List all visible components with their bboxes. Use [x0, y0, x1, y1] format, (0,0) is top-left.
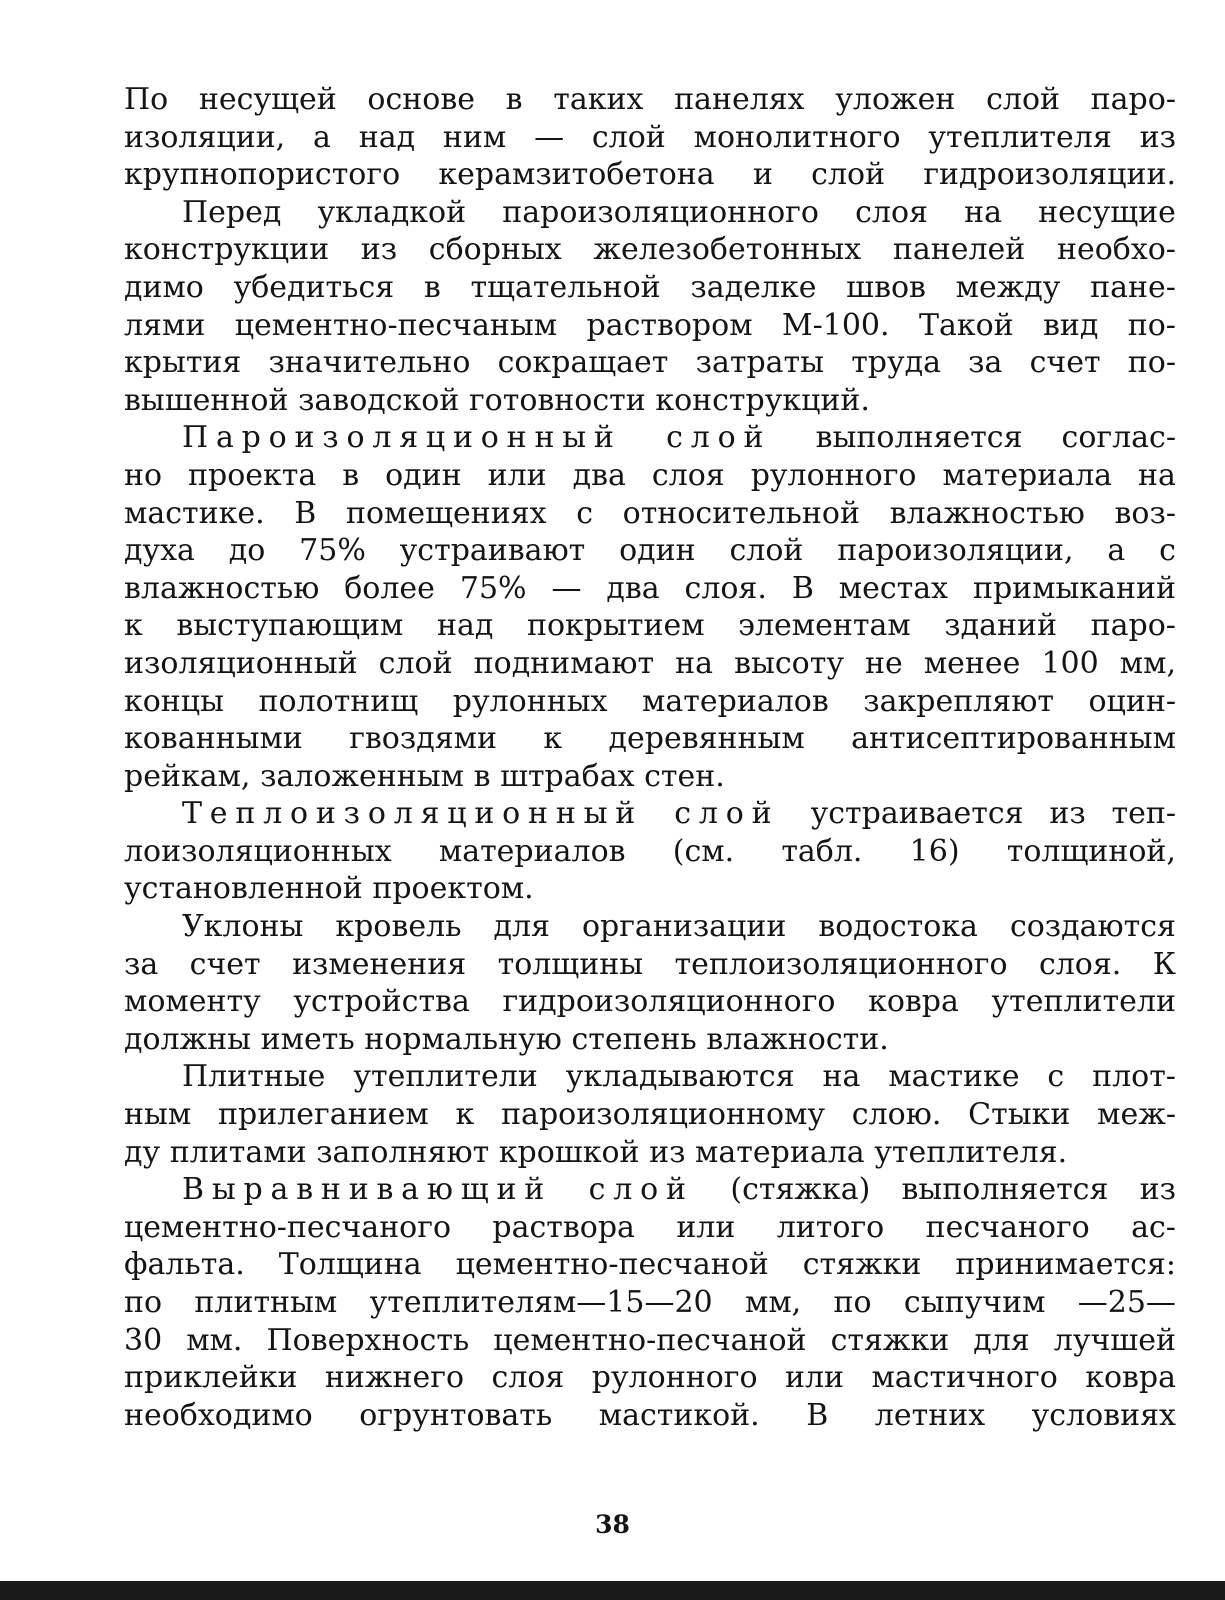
word: мастичного: [871, 1360, 1058, 1396]
word: толщиной,: [1006, 833, 1176, 869]
word: водостока: [818, 909, 978, 945]
word: цементно-песчаным: [234, 307, 558, 343]
word: устраивается: [810, 796, 1024, 832]
word: крытия: [124, 345, 242, 381]
word: слоя.: [1038, 946, 1122, 982]
word: фальта.: [124, 1247, 245, 1283]
word: элементам: [738, 608, 911, 644]
word: паро-: [1090, 82, 1176, 117]
word: с: [1047, 1059, 1065, 1095]
word: песчаного: [925, 1209, 1090, 1245]
word: степень: [571, 1021, 697, 1057]
text-line: [124, 908, 1176, 946]
word: в: [505, 82, 523, 117]
word: Пароизоляционный: [182, 420, 622, 456]
word: слой: [378, 645, 453, 681]
word: табл.: [781, 833, 863, 869]
word: пароизоляционного: [502, 194, 819, 230]
word: за: [968, 345, 1003, 381]
word: 16): [909, 833, 960, 869]
word: ним: [442, 119, 507, 155]
word: цементно-песчаной: [455, 1247, 769, 1283]
word: изменения: [292, 946, 467, 982]
word: гидроизоляционного: [502, 984, 836, 1020]
word: пароизоляционному: [501, 1097, 825, 1133]
word: покрытием: [526, 608, 705, 644]
word: или: [676, 1209, 736, 1245]
word: по: [124, 1285, 163, 1320]
word: керамзитобетона: [438, 157, 715, 193]
word: Теплоизоляционный: [182, 796, 644, 832]
word: высоту: [734, 645, 844, 681]
word: Такой: [918, 307, 1014, 343]
word: мм.: [186, 1322, 243, 1358]
word: и: [752, 157, 773, 193]
text-line: [124, 1397, 1176, 1435]
text-line: [124, 156, 1176, 194]
word: теп-: [1111, 796, 1176, 832]
page-number: 38: [595, 1510, 630, 1539]
word: толщины: [497, 946, 644, 982]
text-line: [124, 1134, 1176, 1172]
word: слой: [666, 420, 772, 456]
word: стяжки: [830, 1322, 950, 1358]
word: соглас-: [1061, 420, 1176, 456]
word: мм,: [1119, 645, 1176, 681]
word: до: [228, 533, 266, 569]
word: по-: [1127, 345, 1176, 381]
word: оцин-: [1088, 683, 1176, 719]
word: значительно: [268, 345, 471, 381]
word: 100: [1041, 645, 1099, 681]
word: но: [124, 457, 163, 493]
word: утеплителя.: [874, 1134, 1068, 1170]
word: раствором: [586, 307, 753, 343]
text-line: [124, 231, 1176, 269]
word: меж-: [1097, 1097, 1176, 1133]
word: слоя: [855, 194, 928, 230]
word: по: [833, 1285, 872, 1320]
word: заполняют: [316, 1134, 490, 1170]
word: за: [124, 946, 159, 982]
word: рейкам,: [124, 758, 251, 794]
text-line: [124, 307, 1176, 345]
text-line: [124, 1284, 1176, 1322]
word: изоляционный: [124, 645, 358, 681]
word: над: [437, 608, 494, 644]
word: слой: [674, 796, 780, 832]
word: крошкой: [498, 1134, 640, 1170]
text-line: [124, 683, 1176, 721]
word: заложенным: [260, 758, 464, 794]
word: с: [1159, 533, 1176, 569]
word: огрунтовать: [359, 1397, 553, 1433]
word: влажности.: [706, 1021, 889, 1057]
word: для: [493, 909, 550, 945]
text-line: [124, 1058, 1176, 1096]
word: убедиться: [233, 269, 395, 305]
word: Выравнивающий: [182, 1172, 553, 1208]
word: димо: [124, 269, 204, 305]
word: на: [675, 645, 714, 681]
word: швов: [846, 269, 926, 305]
word: или: [487, 457, 547, 493]
text-line: [124, 720, 1176, 758]
text-line: [124, 382, 1176, 420]
word: к: [543, 721, 563, 757]
word: два: [572, 457, 626, 493]
text-line: [124, 1322, 1176, 1360]
word: из: [1049, 796, 1086, 832]
text-line: [124, 1021, 1176, 1059]
word: на: [1138, 457, 1176, 493]
word: Перед: [182, 194, 282, 230]
word: не: [865, 645, 903, 681]
word: гидроизоляции.: [923, 157, 1176, 193]
word: слой: [986, 82, 1060, 117]
word: утеплителям—15—20: [369, 1285, 713, 1320]
word: крупнопористого: [124, 157, 401, 193]
word: относительной: [622, 495, 860, 531]
word: мм,: [744, 1285, 802, 1320]
word: в: [342, 457, 360, 493]
word: конструкции: [124, 232, 330, 268]
word: стен.: [644, 758, 725, 794]
text-line: [124, 607, 1176, 645]
word: слоя.: [684, 570, 767, 606]
word: —: [534, 119, 565, 155]
text-line: [124, 1246, 1176, 1284]
word: из: [1139, 119, 1176, 155]
word: должны: [124, 1021, 252, 1057]
word: иметь: [260, 1021, 355, 1057]
word: поднимают: [473, 645, 655, 681]
word: —25—: [1077, 1285, 1176, 1320]
word: плитами: [169, 1134, 307, 1170]
word: влажностью: [889, 495, 1085, 531]
text-line: [124, 344, 1176, 382]
word: нормальную: [364, 1021, 562, 1057]
word: (стяжка): [730, 1172, 871, 1208]
word: мастике: [888, 1059, 1020, 1095]
word: рулонных: [452, 683, 608, 719]
word: М-100.: [781, 307, 890, 343]
body-text: [124, 81, 1176, 1434]
word: более: [344, 570, 435, 606]
word: организации: [581, 909, 787, 945]
word: примыканий: [972, 570, 1176, 606]
word: зданий: [944, 608, 1058, 644]
word: устройства: [293, 984, 470, 1020]
word: утеплителя: [928, 119, 1112, 155]
word: Поверхность: [266, 1322, 470, 1358]
word: для: [973, 1322, 1030, 1358]
word: на: [822, 1059, 861, 1095]
word: деревянным: [608, 721, 805, 757]
word: к: [455, 1097, 475, 1133]
word: нижнего: [324, 1360, 465, 1396]
word: По: [124, 82, 169, 117]
text-line: [124, 119, 1176, 157]
text-line: [124, 833, 1176, 871]
word: несущие: [1038, 194, 1176, 230]
word: материалов: [642, 683, 829, 719]
word: материала: [942, 457, 1113, 493]
word: два: [606, 570, 660, 606]
text-line: [124, 645, 1176, 683]
word: пароизоляции,: [837, 533, 1074, 569]
word: В: [806, 1397, 829, 1433]
word: из: [1139, 1172, 1176, 1208]
word: закрепляют: [863, 683, 1054, 719]
text-line: [124, 795, 1176, 833]
word: моменту: [124, 984, 261, 1020]
word: принимается:: [955, 1247, 1176, 1283]
word: лями: [124, 307, 206, 343]
word: на: [964, 194, 1002, 230]
word: цементно-песчаной: [493, 1322, 807, 1358]
text-line: [124, 269, 1176, 307]
word: воз-: [1114, 495, 1176, 531]
word: летних: [874, 1397, 986, 1433]
word: сборных: [428, 232, 562, 268]
word: кованными: [124, 721, 303, 757]
word: ду: [124, 1134, 161, 1170]
word: слою.: [851, 1097, 942, 1133]
word: сокращает: [497, 345, 669, 381]
scan-bottom-border: [0, 1581, 1225, 1600]
word: монолитного: [693, 119, 901, 155]
word: вышенной: [124, 382, 289, 418]
word: рулонного: [591, 1360, 758, 1396]
word: несущей: [198, 82, 337, 117]
word: труда: [851, 345, 941, 381]
word: проекта: [188, 457, 317, 493]
word: паро-: [1090, 608, 1176, 644]
text-line: [124, 983, 1176, 1021]
word: необхо-: [1056, 232, 1176, 268]
word: тщательной: [470, 269, 661, 305]
word: утеплители: [991, 984, 1176, 1020]
word: изоляции,: [124, 119, 286, 155]
word: слой: [588, 1172, 694, 1208]
word: пане-: [1090, 269, 1176, 305]
word: материалов: [438, 833, 626, 869]
word: в: [473, 758, 491, 794]
word: приклейки: [124, 1360, 298, 1396]
word: слоя: [651, 457, 725, 493]
word: (см.: [672, 833, 735, 869]
word: мастике.: [124, 495, 265, 531]
word: ас-: [1131, 1209, 1176, 1245]
word: или: [784, 1360, 845, 1396]
word: мастикой.: [598, 1397, 760, 1433]
word: основе: [367, 82, 475, 117]
word: духа: [124, 533, 195, 569]
word: ковра: [868, 984, 959, 1020]
word: концы: [124, 683, 224, 719]
word: над: [358, 119, 416, 155]
word: конструкций.: [655, 382, 870, 418]
word: раствора: [492, 1209, 635, 1245]
word: Стыки: [968, 1097, 1071, 1133]
word: полотнищ: [258, 683, 419, 719]
word: из: [649, 1134, 686, 1170]
word: слой: [729, 533, 804, 569]
text-line: [124, 758, 1176, 796]
word: антисептированным: [851, 721, 1176, 757]
word: литого: [776, 1209, 885, 1245]
word: плитным: [194, 1285, 338, 1320]
word: установленной: [124, 871, 363, 907]
word: таких: [553, 82, 644, 117]
word: слой: [811, 157, 886, 193]
word: рулонного: [750, 457, 917, 493]
word: счет: [1029, 345, 1101, 381]
text-line: [124, 532, 1176, 570]
word: материала: [695, 1134, 865, 1170]
word: гвоздями: [349, 721, 497, 757]
word: укладкой: [317, 194, 467, 230]
word: В: [294, 495, 317, 531]
word: К: [1152, 946, 1176, 982]
word: слой: [591, 119, 666, 155]
word: выступающим: [176, 608, 404, 644]
text-line: [124, 870, 1176, 908]
word: один: [619, 533, 696, 569]
word: с: [576, 495, 594, 531]
word: —: [551, 570, 582, 606]
text-line: [124, 1209, 1176, 1247]
word: Толщина: [278, 1247, 422, 1283]
word: лоизоляционных: [124, 833, 392, 869]
text-line: [124, 457, 1176, 495]
word: затраты: [695, 345, 825, 381]
word: к: [124, 608, 143, 644]
word: помещениях: [345, 495, 547, 531]
word: В: [791, 570, 814, 606]
word: плот-: [1092, 1059, 1176, 1095]
word: готовности: [468, 382, 646, 418]
text-line: [124, 81, 1176, 119]
text-line: [124, 495, 1176, 533]
word: а: [1107, 533, 1126, 569]
word: необходимо: [124, 1397, 313, 1433]
text-line: [124, 1359, 1176, 1397]
word: выполняется: [901, 1172, 1109, 1208]
word: 75%: [459, 570, 527, 606]
word: 75%: [299, 533, 366, 569]
word: утеплители: [353, 1059, 538, 1095]
word: Плитные: [182, 1059, 326, 1095]
word: лучшей: [1053, 1322, 1176, 1358]
word: выполняется: [815, 420, 1023, 456]
word: из: [360, 232, 398, 268]
word: счет: [189, 946, 261, 982]
word: заводской: [298, 382, 460, 418]
word: железобетонных: [593, 232, 862, 268]
text-line: [124, 946, 1176, 984]
word: в: [423, 269, 441, 305]
word: кровель: [335, 909, 462, 945]
word: а: [313, 119, 331, 155]
word: заделке: [690, 269, 817, 305]
word: укладываются: [565, 1059, 795, 1095]
text-line: [124, 419, 1176, 457]
word: ным: [124, 1097, 192, 1133]
word: стяжки: [802, 1247, 922, 1283]
word: между: [955, 269, 1061, 305]
word: штрабах: [500, 758, 635, 794]
word: уложен: [835, 82, 956, 117]
text-line: [124, 1171, 1176, 1209]
word: менее: [923, 645, 1021, 681]
text-line: [124, 570, 1176, 608]
word: по-: [1127, 307, 1176, 343]
word: ковра: [1085, 1360, 1176, 1396]
word: цементно-песчаного: [124, 1209, 452, 1245]
word: слоя: [491, 1360, 565, 1396]
word: 30: [124, 1322, 163, 1358]
word: один: [385, 457, 462, 493]
word: панелях: [674, 82, 805, 117]
word: условиях: [1031, 1397, 1176, 1433]
word: влажностью: [124, 570, 320, 606]
word: создаются: [1009, 909, 1176, 945]
word: вид: [1043, 307, 1099, 343]
word: устраивают: [399, 533, 586, 569]
word: Уклоны: [182, 909, 304, 945]
word: сыпучим: [903, 1285, 1046, 1320]
word: прилеганием: [218, 1097, 429, 1133]
word: теплоизоляционного: [674, 946, 1008, 982]
text-line: [124, 194, 1176, 232]
word: местах: [838, 570, 949, 606]
word: проектом.: [372, 871, 534, 907]
text-line: [124, 1096, 1176, 1134]
word: панелей: [892, 232, 1026, 268]
